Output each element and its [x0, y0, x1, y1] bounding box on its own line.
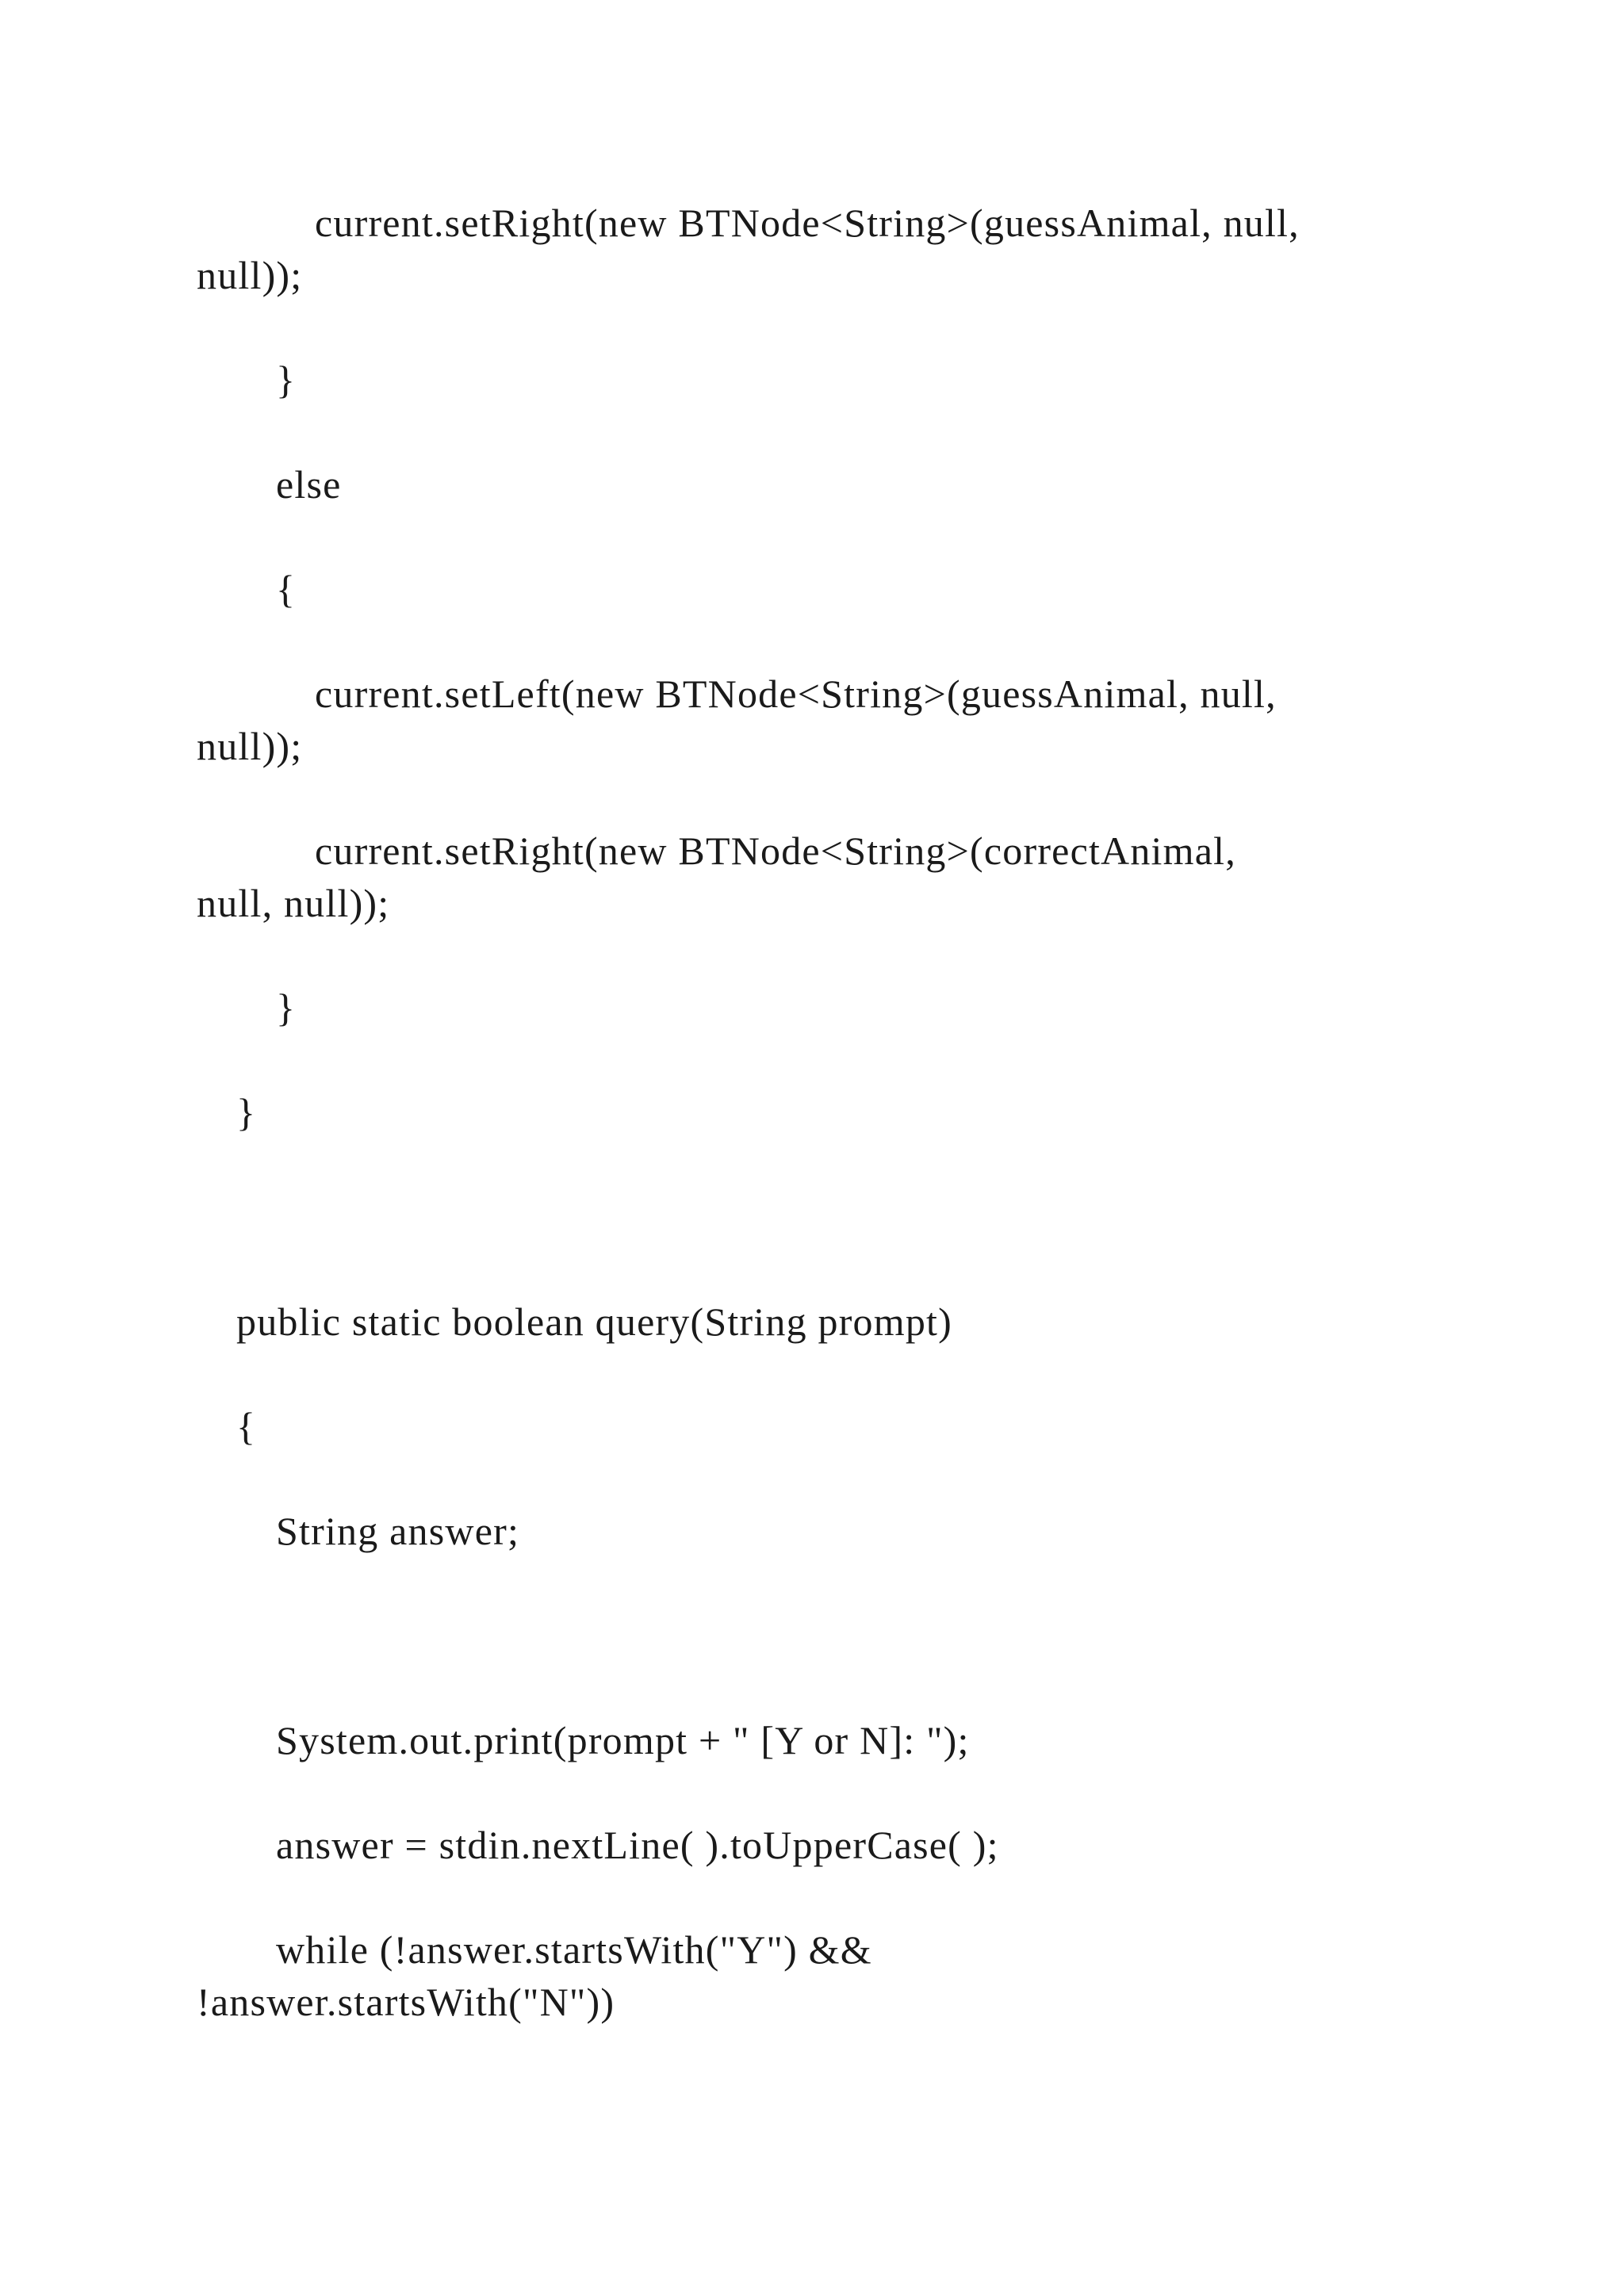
code-line: null));: [197, 253, 303, 297]
code-line: null, null));: [197, 881, 390, 925]
code-line: current.setLeft(new BTNode<String>(guessAnimal, null,: [315, 672, 1277, 716]
code-line: current.setRight(new BTNode<String>(guessAnimal, null,: [315, 201, 1300, 245]
code-line: public static boolean query(String prompt): [236, 1299, 952, 1344]
code-line: }: [276, 985, 297, 1030]
code-line: }: [236, 1090, 257, 1135]
code-line: while (!answer.startsWith("Y") &&: [276, 1927, 872, 1972]
code-line: null));: [197, 724, 303, 768]
code-line: String answer;: [276, 1509, 520, 1553]
code-line: !answer.startsWith("N")): [197, 1980, 615, 2024]
code-line: current.setRight(new BTNode<String>(correctAnimal,: [315, 828, 1236, 873]
code-line: {: [236, 1404, 257, 1448]
code-line: answer = stdin.nextLine( ).toUpperCase( );: [276, 1823, 999, 1867]
code-line: }: [276, 358, 297, 402]
code-line: {: [276, 567, 297, 611]
code-line: else: [276, 462, 342, 507]
code-line: System.out.print(prompt + " [Y or N]: ");: [276, 1718, 970, 1762]
